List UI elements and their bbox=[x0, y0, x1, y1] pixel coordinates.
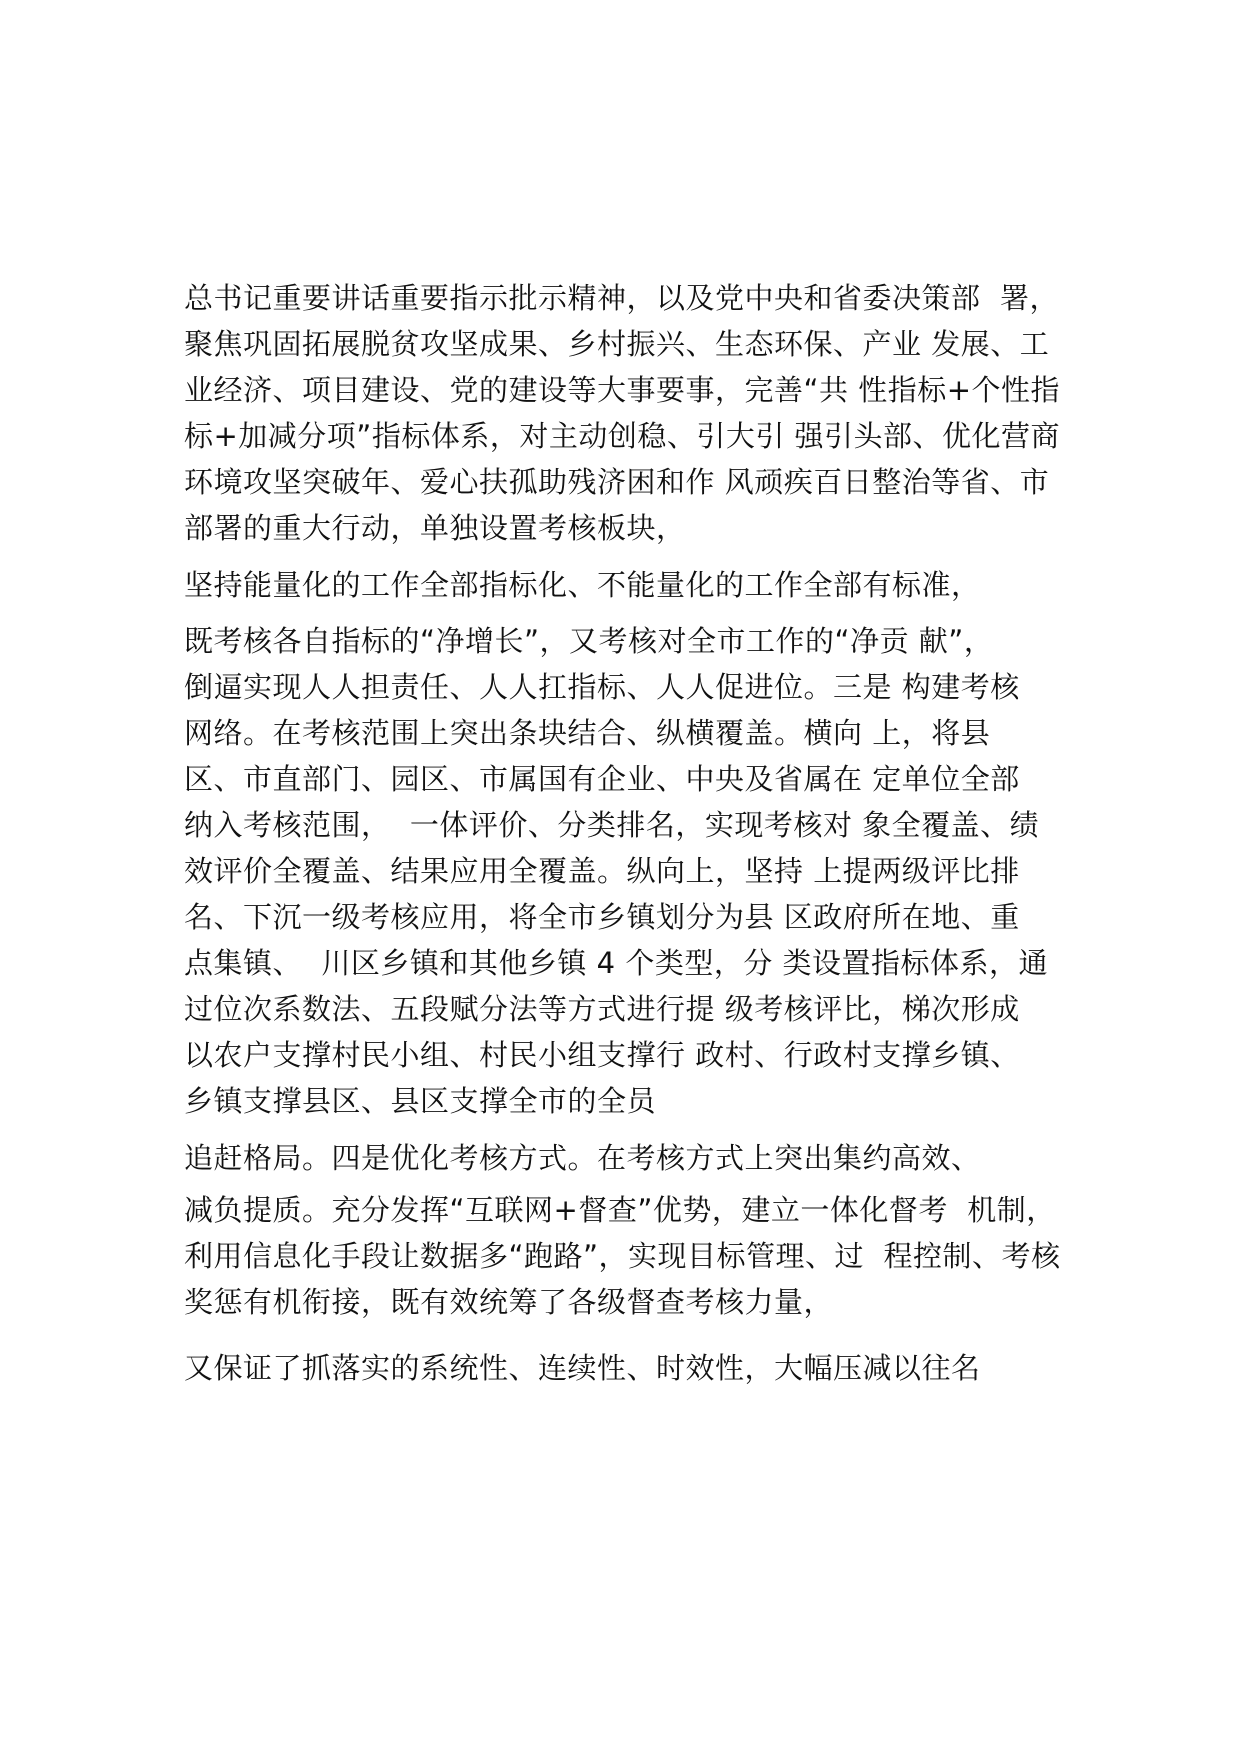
text-line: 利用信息化手段让数据多“跑路”，实现目标管理、过 程控制、考核 bbox=[184, 1239, 1061, 1273]
text-line: 标+加减分项”指标体系，对主动创稳、引大引 强引头部、优化营商 bbox=[184, 419, 1061, 453]
text-line: 总书记重要讲话重要指示批示精神，以及党中央和省委决策部 署， bbox=[184, 281, 1059, 315]
text-line: 效评价全覆盖、结果应用全覆盖。纵向上，坚持 上提两级评比排 bbox=[184, 854, 1020, 888]
text-line: 既考核各自指标的“净增长”，又考核对全市工作的“净贡 献”， bbox=[184, 624, 994, 658]
text-line: 部署的重大行动，单独设置考核板块， bbox=[184, 511, 686, 545]
text-line: 过位次系数法、五段赋分法等方式进行提 级考核评比，梯次形成 bbox=[184, 992, 1020, 1026]
text-line: 乡镇支撑县区、县区支撑全市的全员 bbox=[184, 1084, 657, 1118]
text-line: 聚焦巩固拓展脱贫攻坚成果、乡村振兴、生态环保、产业 发展、工 bbox=[184, 327, 1050, 361]
text-line: 倒逼实现人人担责任、人人扛指标、人人促进位。三是 构建考核 bbox=[184, 670, 1020, 704]
text-line: 点集镇、 川区乡镇和其他乡镇 4 个类型，分 类设置指标体系，通 bbox=[184, 946, 1049, 980]
text-line: 区、市直部门、园区、市属国有企业、中央及省属在 定单位全部 bbox=[184, 762, 1020, 796]
text-line: 环境攻坚突破年、爱心扶孤助残济困和作 风顽疾百日整治等省、市 bbox=[184, 465, 1050, 499]
text-line: 减负提质。充分发挥“互联网+督查”优势，建立一体化督考 机制， bbox=[184, 1193, 1056, 1227]
text-line: 纳入考核范围， 一体评价、分类排名，实现考核对 象全覆盖、绩 bbox=[184, 808, 1040, 842]
text-line: 奖惩有机衔接，既有效统筹了各级督查考核力量， bbox=[184, 1285, 834, 1319]
text-line: 坚持能量化的工作全部指标化、不能量化的工作全部有标准， bbox=[184, 568, 981, 602]
text-line: 以农户支撑村民小组、村民小组支撑行 政村、行政村支撑乡镇、 bbox=[184, 1038, 1020, 1072]
text-line: 网络。在考核范围上突出条块结合、纵横覆盖。横向 上，将县 bbox=[184, 716, 991, 750]
text-line: 名、下沉一级考核应用，将全市乡镇划分为县 区政府所在地、重 bbox=[184, 900, 1020, 934]
text-line: 追赶格局。四是优化考核方式。在考核方式上突出集约高效、 bbox=[184, 1141, 981, 1175]
text-line: 又保证了抓落实的系统性、连续性、时效性，大幅压减以往名 bbox=[184, 1351, 981, 1385]
text-line: 业经济、项目建设、党的建设等大事要事，完善“共 性指标+个性指 bbox=[184, 373, 1061, 407]
